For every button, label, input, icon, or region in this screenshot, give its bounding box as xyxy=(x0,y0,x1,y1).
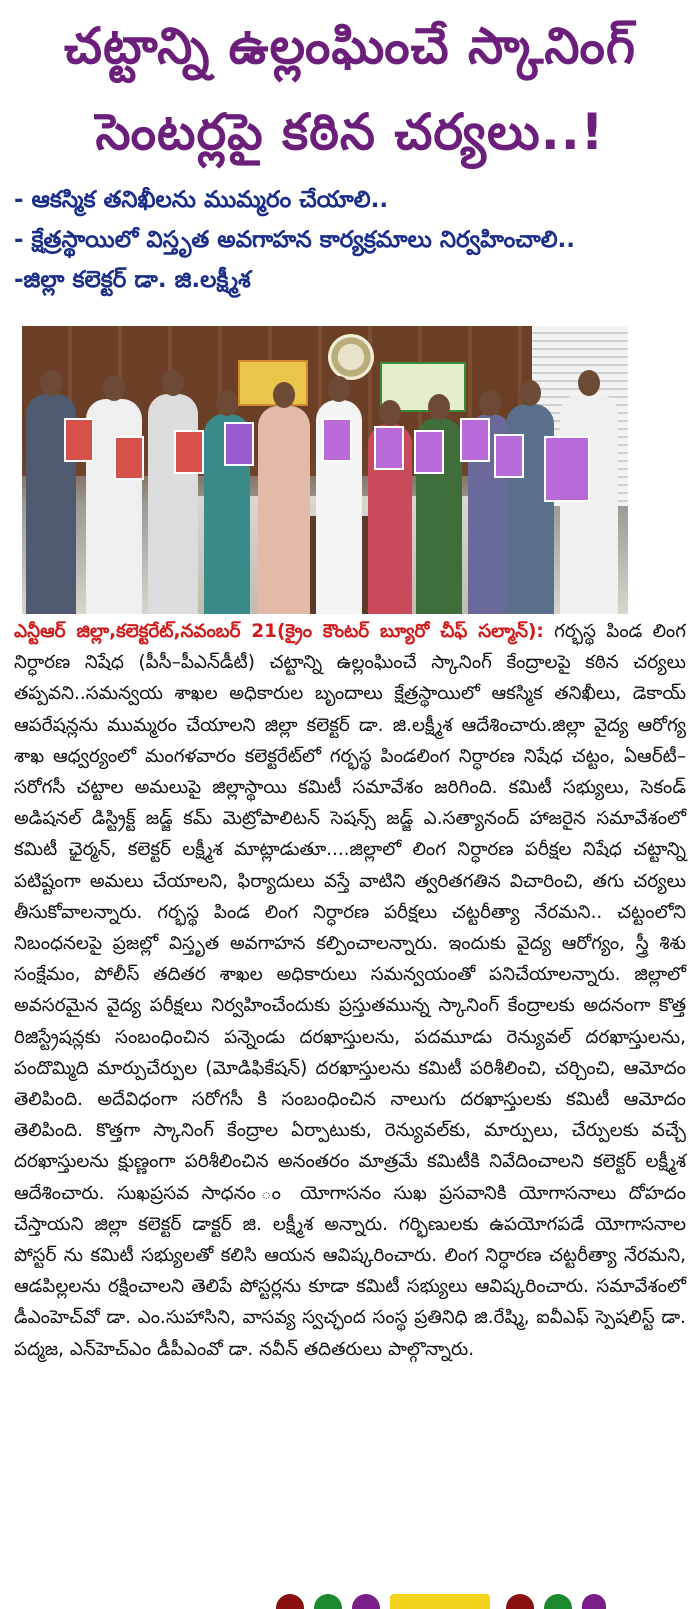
subhead-3: -జిల్లా కలెక్టర్ డా. జి.లక్ష్మీశ xyxy=(14,267,251,293)
poster xyxy=(64,418,94,462)
person xyxy=(560,394,618,614)
subheads xyxy=(14,180,694,300)
meeting-photo xyxy=(22,326,628,614)
article-dateline: ఎన్టీఆర్ జిల్లా,కలెక్టరేట్,నవంబర్ 21(క్రైం కౌంటర్ బ్యూరో చీఫ్ సల్మాన్): xyxy=(14,621,544,642)
strip-dot xyxy=(314,1594,342,1609)
state-emblem-icon xyxy=(328,334,374,380)
poster xyxy=(374,426,404,470)
article-body xyxy=(14,616,686,1365)
person xyxy=(258,406,310,614)
strip-dot xyxy=(544,1594,572,1609)
subhead-1: - ఆకస్మిక తనిఖీలను ముమ్మరం చేయాలి.. xyxy=(14,187,389,213)
subhead-2: - క్షేత్రస్థాయిలో విస్తృత అవగాహన కార్యక్రమాలు నిర్వహించాలి.. xyxy=(14,227,576,253)
strip-dot xyxy=(352,1594,380,1609)
strip-dot xyxy=(276,1594,304,1609)
poster xyxy=(544,436,590,502)
person xyxy=(86,399,142,614)
poster xyxy=(414,430,444,474)
headline-line-2: సెంటర్లపై కఠిన చర్యలు..! xyxy=(95,103,605,161)
poster xyxy=(460,418,490,462)
headline-line-1: చట్టాన్ని ఉల్లంఘించే స్కానింగ్ xyxy=(64,17,636,75)
poster xyxy=(174,430,204,474)
poster xyxy=(322,418,352,462)
poster xyxy=(224,422,254,466)
strip-dot xyxy=(582,1594,606,1609)
strip-dot xyxy=(390,1594,490,1609)
poster xyxy=(494,434,524,478)
article-text: గర్భస్థ పిండ లింగ నిర్ధారణ నిషేధ (పీసీ–పీఎన్‌డీటీ) చట్టాన్ని ఉల్లంఘించే స్కానింగ్ కేంద్రాలపై కఠిన చర్యలు తప్పవని..సమన్వయ శాఖల అధికారుల బృందాలు క్షేత్రస్థాయిలో ఆకస్మిక తనిఖీలు, డెకాయ్ ఆపరేషన్లను ముమ్మరం చేయాలని జిల్లా కలెక్టర్ డా. జి.లక్ష్మీశ ఆదేశించారు.జిల్లా వైద్య ఆరోగ్య శాఖ ఆధ్వర్యంలో మంగళవారం కలెక్టరేట్‌లో గర్భస్థ పిండలింగ నిర్ధారణ నిషేధ చట్టం, ఏఆర్‌టీ–సరోగసీ చట్టాల అమలుపై జిల్లాస్థాయి కమిటీ సమావేశం జరిగింది. కమిటీ సభ్యులు, సెకండ్ అడిషనల్ డిస్ట్రిక్ట్ జడ్జ్ కమ్ మెట్రోపాలిటన్ సెషన్స్ జడ్జ్ ఎ.సత్యానంద్ హాజరైన సమావేశంలో కమిటీ ఛైర్మన్, కలెక్టర్ లక్ష్మీశ మాట్లాడుతూ....జిల్లాలో లింగ నిర్ధారణ పరీక్షల నిషేధ చట్టాన్ని పటిష్టంగా అమలు చేయాలని, ఫిర్యాదులు వస్తే వాటిని త్వరితగతిన విచారించి, తగు చర్యలు తీసుకోవాలన్నారు. గర్భస్థ పిండ లింగ నిర్ధారణ పరీక్షలు చట్టరీత్యా నేరమని.. చట్టంలోని నిబంధనలపై ప్రజల్లో విస్తృత అవగాహన కల్పించాలన్నారు. ఇందుకు వైద్య ఆరోగ్యం, స్త్రీ శిశు సంక్షేమం, పోలీస్ తదితర శాఖల అధికారులు సమన్వయంతో పనిచేయాలన్నారు. జిల్లాలో అవసరమైన వైద్య పరీక్షలు నిర్వహించేందుకు ప్రస్తుతమున్న స్కానింగ్ కేంద్రాలకు అదనంగా కొత్త రిజిస్ట్రేషన్లకు సంబంధించిన పన్నెండు దరఖాస్తులను, పదమూడు రెన్యువల్ దరఖాస్తులను, పందొమ్మిది మార్పుచేర్పుల (మోడిఫికేషన్) దరఖాస్తులను కమిటీ పరిశీలించి, చర్చించి, ఆమోదం తెలిపింది. అదేవిధంగా సరోగసీ కి సంబంధించిన నాలుగు దరఖాస్తులకు కమిటీ ఆమోదం తెలిపింది. కొత్తగా స్కానింగ్ కేంద్రాల ఏర్పాటుకు, రెన్యువల్‌కు, మార్పులు, చేర్పులకు వచ్చే దరఖాస్తులను క్షుణ్ణంగా పరిశీలించిన అనంతరం మాత్రమే కమిటీకి నివేదించాలని కలెక్టర్ లక్ష్మీశ ఆదేశించారు. సుఖప్రసవ సాధనం ం యోగాసనం సుఖ ప్రసవానికి యోగాసనాలు దోహదం చేస్తాయని జిల్లా కలెక్టర్ డాక్టర్ జి. లక్ష్మీశ అన్నారు. గర్భిణులకు ఉపయోగపడే యోగాసనాల పోస్టర్ ను కమిటీ సభ్యులతో కలిసి ఆయన ఆవిష్కరించారు. లింగ నిర్ధారణ చట్టరీత్యా నేరమని, ఆడపిల్లలను రక్షించాలని తెలిపే పోస్టర్లను కూడా కమిటీ సభ్యులు ఆవిష్కరించారు. సమావేశంలో డీఎంహెచ్‌వో డా. ఎం.సుహాసిని, వాసవ్య స్వచ్ఛంద సంస్థ ప్రతినిధి జి.రేష్మి, ఐవీఎఫ్ స్పెషలిస్ట్ డా. పద్మజ, ఎన్‌హెచ్ఎం డీపీఎంవో డా. నవీన్ తదితరులు పాల్గొన్నారు. xyxy=(14,621,686,1360)
bottom-decorative-strip xyxy=(276,1594,606,1609)
person xyxy=(148,394,198,614)
strip-dot xyxy=(506,1594,534,1609)
poster xyxy=(114,436,144,480)
